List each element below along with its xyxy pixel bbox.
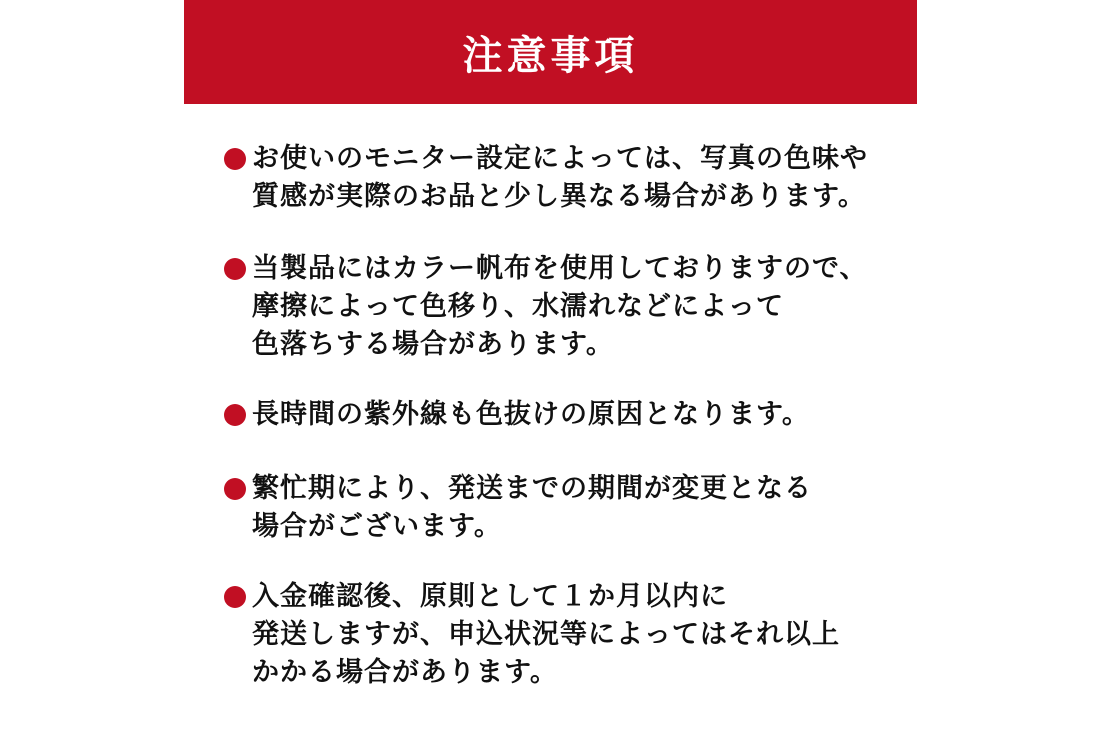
notice-header-banner — [184, 0, 917, 104]
notice-item — [224, 250, 867, 364]
red-dot-bullet-icon — [224, 478, 246, 500]
red-dot-bullet-icon — [224, 148, 246, 170]
notice-text — [252, 250, 867, 364]
notice-line: 長時間の紫外線も色抜けの原因となります。 — [252, 399, 810, 430]
notice-text — [252, 396, 810, 434]
notice-line: 入金確認後、原則として１か月以内に — [252, 581, 728, 612]
notice-item — [224, 140, 868, 216]
red-dot-bullet-icon — [224, 258, 246, 280]
notice-line: かかる場合があります。 — [252, 657, 558, 688]
notice-line: 質感が実際のお品と少し異なる場合があります。 — [252, 181, 866, 212]
notice-line: 発送しますが、申込状況等によってはそれ以上 — [252, 619, 840, 650]
notice-line: お使いのモニター設定によっては、写真の色味や — [252, 143, 868, 174]
notice-line: 色落ちする場合があります。 — [252, 329, 614, 360]
red-dot-bullet-icon — [224, 586, 246, 608]
notice-item — [224, 396, 810, 434]
notice-text — [252, 140, 868, 216]
notice-line: 当製品にはカラー帆布を使用しておりますので、 — [252, 253, 868, 284]
red-dot-bullet-icon — [224, 404, 246, 426]
notice-text — [252, 470, 812, 546]
notice-item — [224, 578, 840, 692]
page-title: 注意事項 — [462, 33, 639, 79]
notice-line: 場合がございます。 — [252, 511, 502, 542]
notice-text — [252, 578, 840, 692]
notice-line: 摩擦によって色移り、水濡れなどによって — [252, 291, 784, 322]
notice-line: 繁忙期により、発送までの期間が変更となる — [252, 473, 812, 504]
notice-item — [224, 470, 812, 546]
